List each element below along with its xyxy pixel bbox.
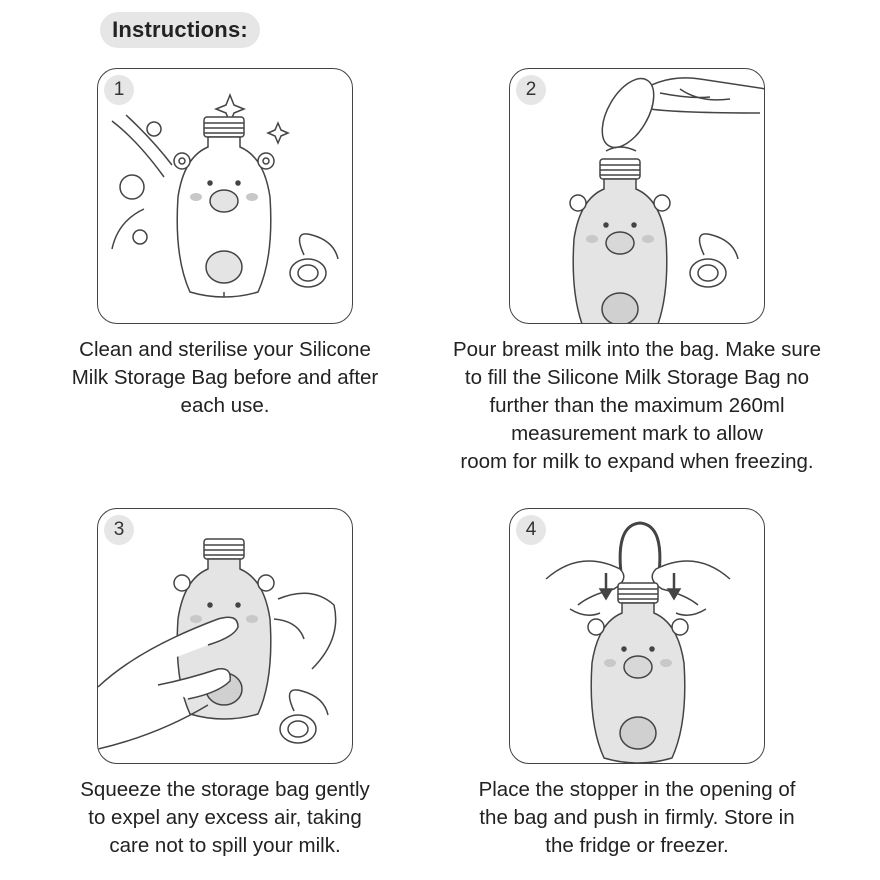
- step-2-number: 2: [516, 75, 546, 105]
- bear-bottle-icon: [588, 583, 688, 763]
- caption-line: the bag and push in firmly. Store in: [479, 806, 795, 829]
- step-1-panel: [97, 68, 353, 324]
- caption-line: to fill the Silicone Milk Storage Bag no: [464, 366, 810, 389]
- caption-line: Squeeze the storage bag gently: [80, 778, 370, 801]
- step-4-panel: [509, 508, 765, 764]
- caption-line: measurement mark to allow: [511, 422, 763, 445]
- step-4-caption: [447, 776, 827, 860]
- caption-line: each use.: [180, 394, 270, 417]
- caption-line: Clean and sterilise your Silicone: [79, 338, 371, 361]
- step-2-illustration: [510, 69, 765, 324]
- step-4-number: 4: [516, 515, 546, 545]
- step-2-panel: [509, 68, 765, 324]
- caption-line: care not to spill your milk.: [109, 834, 341, 857]
- step-3-number: 3: [104, 515, 134, 545]
- step-1-caption: [35, 336, 415, 420]
- bear-bottle-icon: [570, 159, 670, 324]
- bubble-icon: [112, 115, 172, 249]
- stopper-icon: [690, 234, 738, 287]
- caption-line: Place the stopper in the opening of: [478, 778, 796, 801]
- instructions-title: Instructions:: [100, 12, 260, 48]
- caption-line: Milk Storage Bag before and after: [71, 366, 379, 389]
- step-3-illustration: [98, 509, 353, 764]
- caption-line: the fridge or freezer.: [545, 834, 729, 857]
- caption-line: to expel any excess air, taking: [88, 806, 362, 829]
- caption-line: room for milk to expand when freezing.: [460, 450, 814, 473]
- step-1-number: 1: [104, 75, 134, 105]
- stopper-icon: [290, 234, 338, 287]
- step-2-caption: [447, 336, 827, 476]
- step-3-panel: [97, 508, 353, 764]
- stopper-icon: [280, 690, 328, 743]
- step-3-caption: [35, 776, 415, 860]
- step-4-illustration: [510, 509, 765, 764]
- step-1-illustration: [98, 69, 353, 324]
- bear-bottle-icon: [174, 117, 274, 297]
- caption-line: further than the maximum 260ml: [489, 394, 785, 417]
- caption-line: Pour breast milk into the bag. Make sure: [452, 338, 822, 361]
- pump-funnel-icon: [592, 70, 665, 156]
